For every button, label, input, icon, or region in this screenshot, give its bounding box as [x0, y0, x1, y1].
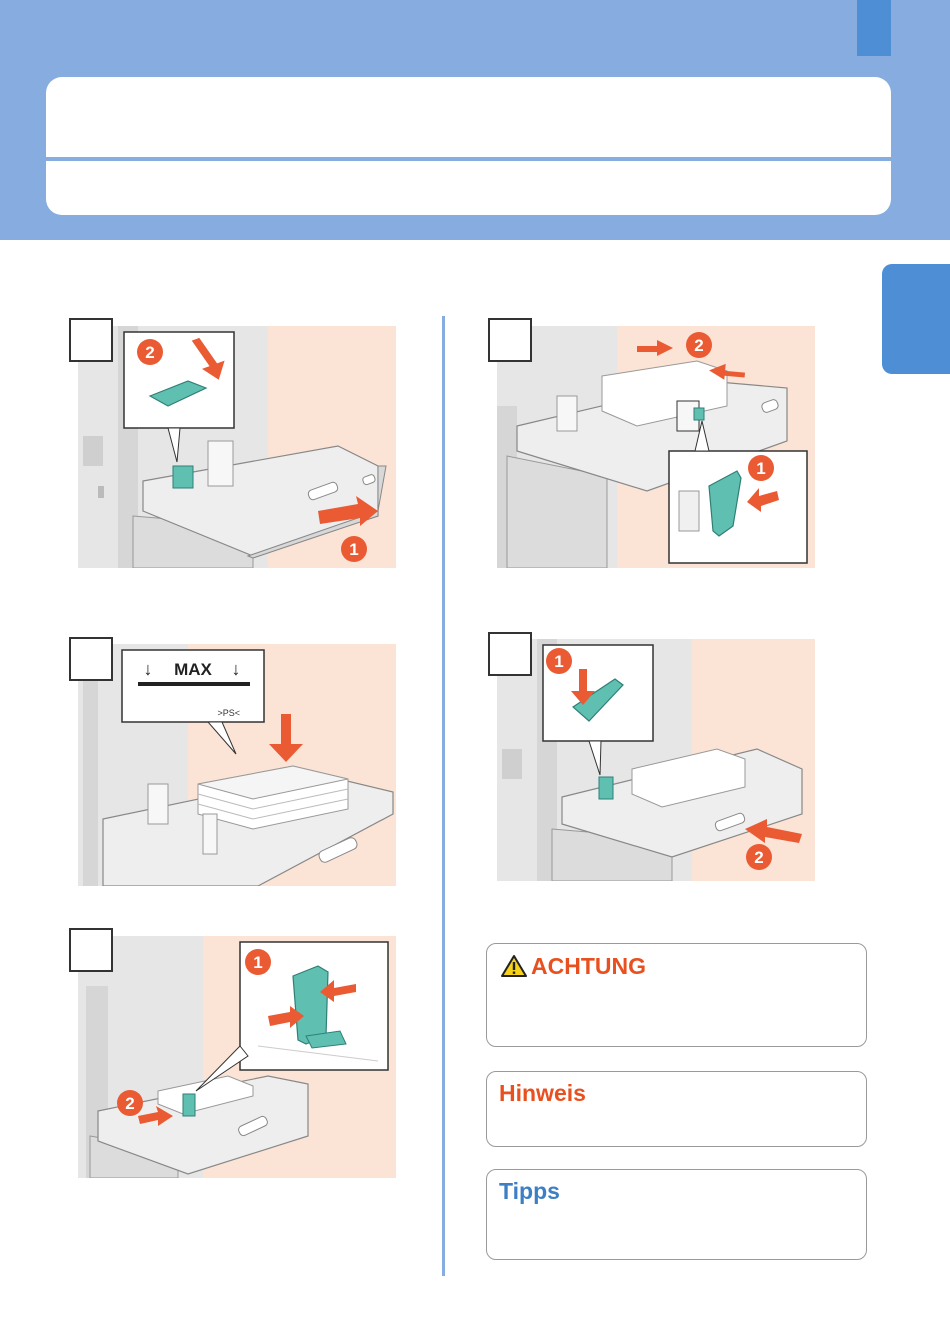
svg-text:↓: ↓: [231, 659, 241, 679]
tipps-box: [486, 1169, 867, 1260]
title-divider: [46, 157, 891, 161]
step-4-callout-2: 2: [694, 336, 704, 355]
max-label: MAX: [174, 660, 212, 679]
chapter-side-tab: [882, 264, 950, 374]
ps-label: >PS<: [217, 708, 240, 718]
column-divider: [442, 316, 445, 1276]
step-3-callout-2: 2: [125, 1094, 135, 1113]
step-4-number-box: [488, 318, 532, 362]
achtung-title: ACHTUNG: [531, 953, 646, 979]
step-4-callout-1: 1: [756, 459, 766, 478]
step-1-callout-1: 1: [349, 540, 359, 559]
step-1-callout-2: 2: [145, 343, 155, 362]
svg-text:↓: ↓: [143, 659, 153, 679]
step-2-number-box: [69, 637, 113, 681]
hinweis-title: Hinweis: [499, 1080, 586, 1106]
achtung-box: [486, 943, 867, 1047]
step-4-illustration: [497, 326, 815, 568]
step-1-number-box: [69, 318, 113, 362]
hinweis-box: [486, 1071, 867, 1147]
warning-triangle-icon: [501, 954, 527, 978]
step-1-illustration: [78, 326, 396, 568]
step-3-number-box: [69, 928, 113, 972]
step-5-number-box: [488, 632, 532, 676]
title-box: [46, 77, 891, 215]
step-5-callout-1: 1: [554, 652, 564, 671]
step-5-illustration: [497, 639, 815, 881]
chapter-corner-tab: [857, 0, 891, 56]
step-3-callout-1: 1: [253, 953, 263, 972]
step-2-illustration: [78, 644, 396, 886]
tipps-title: Tipps: [499, 1178, 560, 1204]
step-3-illustration: [78, 936, 396, 1178]
step-5-callout-2: 2: [754, 848, 764, 867]
